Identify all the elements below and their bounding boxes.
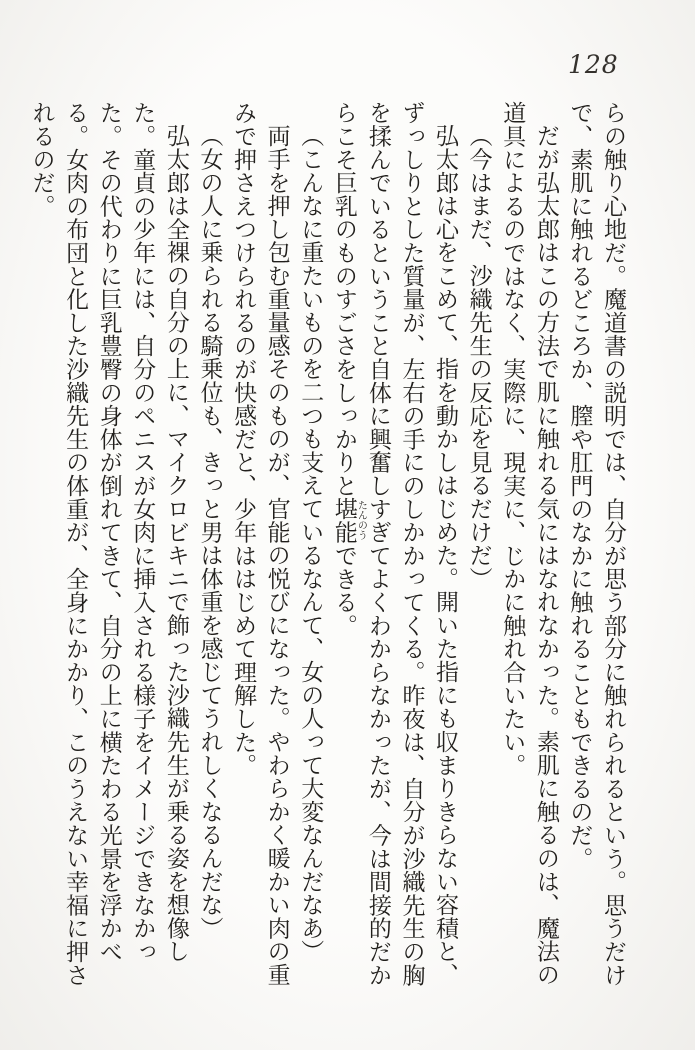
paragraph <box>192 101 226 1003</box>
paragraph <box>461 101 495 1003</box>
text-run: （今はまだ、沙織先生の反応を見るだけだ） <box>465 124 492 590</box>
text-run: らの触り心地だ。魔道書の説明では、自分が思う部分に触れられるという。思うだけで、素肌に触れるどころか、膣や肛門のなかに触れることもできるのだ。 <box>566 101 626 987</box>
ruby-base: 堪能 <box>330 497 357 544</box>
paragraph <box>24 101 192 1003</box>
paragraph <box>326 101 461 1003</box>
body-text <box>24 101 629 1003</box>
ruby-annotated-word <box>330 497 367 544</box>
text-run: できる。 <box>330 543 357 637</box>
furigana: たんのう <box>355 497 367 544</box>
paragraph <box>562 101 629 1003</box>
paragraph <box>225 101 292 1003</box>
paragraph <box>495 101 562 1003</box>
text-run: だが弘太郎はこの方法で肌に触れる気にはなれなかった。素肌に触るのは、魔法の道具によるのではなく、実際に、現実に、じかに触れ合いたい。 <box>499 101 559 987</box>
paragraph <box>293 101 327 1003</box>
text-run: 弘太郎は全裸の自分の上に、マイクロビキニで飾った沙織先生が乗る姿を想像した。童貞の少年には、自分のペニスが女肉に挿入される様子をイメージできなかった。その代わりに巨乳豊臀の身体が倒れてきて、自分の上に横たわる光景を浮かべる。女肉の布団と化した沙織先生の体重が、全身にかかり、このうえない幸福に押されるのだ。 <box>28 101 189 987</box>
page-number: 128 <box>568 50 619 79</box>
text-run: 両手を押し包む重量感そのものが、官能の悦びになった。やわらかく暖かい肉の重みで押さえつけられるのが快感だと、少年ははじめて理解した。 <box>230 101 290 987</box>
text-run: （女の人に乗られる騎乗位も、きっと男は体重を感じてうれしくなるんだな） <box>196 124 223 940</box>
text-run: （こんなに重たいものを二つも支えているなんて、女の人って大変なんだなあ） <box>297 124 324 963</box>
text-run: 弘太郎は心をこめて、指を動かしはじめた。開いた指にも収まりきらない容積と、ずっしりとした質量が、左右の手にのしかかってくる。昨夜は、自分が沙織先生の胸を揉んでいるということ自体に興奮しすぎてよくわからなかったが、今は間接的だからこそ巨乳のものすごさをしっかりと <box>330 101 459 987</box>
